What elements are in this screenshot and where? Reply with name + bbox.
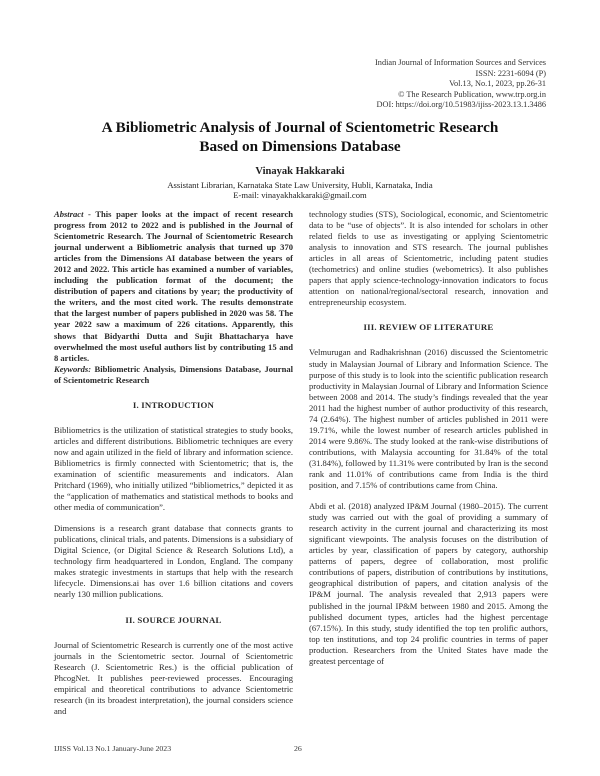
- right-column: [309, 209, 548, 667]
- journal-name: Indian Journal of Information Sources and Services: [375, 58, 546, 67]
- left-column: [54, 209, 293, 717]
- author-email: E-mail: vinayakhakkaraki@gmail.com: [233, 190, 367, 201]
- journal-info: [306, 58, 546, 111]
- abstract-text: - This paper looks at the impact of recent research progress from 2012 to 2022 and is published in the Journal of Scientometric Research. The Journal of Scientometric Research journal underwent a Bibliometric analysis that turned up 370 articles from the Dimensions AI database between the years of 2012 and 2022. This article has examined a number of variables, including the publication format of the document; the distribution of papers and citations by year; the productivity of the writers, and the most cited work. The results demonstrate that the largest number of papers published in 2020 was 58. The year 2022 saw a maximum of 226 citations. Apparently, this shows that Bidyarthi Dutta and Sujit Bhattacharya have overwhelmed the most useful authors list by contributing 15 and 8 articles.: [54, 209, 293, 363]
- keywords-label: Keywords:: [54, 363, 92, 374]
- paper-title-line2: Based on Dimensions Database: [199, 138, 401, 155]
- footer-journal-issue: IJISS Vol.13 No.1 January-June 2023: [54, 744, 172, 753]
- intro-paragraph-2: Dimensions is a research grant database that connects grants to publications, clinical trials, and patents. Dimensions is a subsidiary of Digital Science, (or Digital Science & Research Solutions Ltd), a technology firm headquartered in London, England. The company makes strategic investments in startups that help with the research lifecycle. Dimensions.ai has over 1.6 billion citations and covers nearly 130 million publications.: [54, 523, 293, 600]
- review-paragraph-2-text: (2018) analyzed IP&M Journal (1980–2015). The current study was carried out with the goal of providing a summary of research activity in the current journal and characterizing its most significant viewpoints. The analysis focuses on the distribution of articles by year, classification of papers by category, authorship patterns of papers, degree of collaboration, most prolific contributions of papers, distribution of contributions by institutions, geographical distribution of papers, and citation analysis of the IP&M journal. The analysis revealed that 2,913 papers were published in the journal IP&M between 1980 and 2015. Among the published document types, articles had the highest percentage (67.15%). In this study, study identified the top ten prolific authors, top ten institutions, and top 24 prolific countries in terms of paper production. Researchers from the United States have made the greatest percentage of: [309, 501, 548, 666]
- source-journal-paragraph: Journal of Scientometric Research is currently one of the most active journals in the Scientometric sector. Journal of Scientometric Research (J. Scientometric Res.) is the official publication of PhcogNet. It publishes peer-reviewed processes. Encouraging empirical and theoretical contributions to advance Scientometric research (in its broadest interpretation), the journal considers science and: [54, 639, 293, 716]
- section-heading-introduction: I. INTRODUCTION: [132, 399, 215, 410]
- keywords: [54, 364, 293, 386]
- affiliation-text: Assistant Librarian, Karnataka State Law University, Hubli, Karnataka, India: [167, 180, 433, 190]
- abstract: [54, 209, 293, 364]
- review-paragraph-2: [309, 501, 548, 667]
- review-paragraph-1: Velmurugan and Radhakrishnan (2016) discussed the Scientometric study in Malaysian Journal of Library and Information Science. The purpose of this study is to look into the scientific publication research productivity in Malaysian Journal of Library and Information Science between 2008 and 2014. The study’s findings revealed that the year 2011 had the highest number of author productivity of this research, 74 (2.64%). The highest number of articles published in 2011 were 19.71%, while the lowest number of research articles published in 2014 were 9.86%. The study looked at the rank-wise distributions of contributions, with Malaysia accounting for 31.84% of the total (31.84%), followed by 11.31% were contributed by Iran is the second rank and 11.01% of contributions came from India is the third position, and 7.15% of contributions came from China.: [309, 347, 548, 491]
- intro-paragraph-1: Bibliometrics is the utilization of statistical strategies to study books, articles and different distributions. Bibliometric techniques are every now and again utilized in the field of library and information science. Bibliometrics is firmly connected with Scientometric; that is, the examination of scientific measurements and indicators. Alan Pritchard (1969), who initially utilized “bibliometrics,” depicted it as the “application of mathematics and statistical methods to books and other media of communication”.: [54, 424, 293, 513]
- journal-doi: DOI: https://doi.org/10.51983/ijiss-2023.13.1.3486: [376, 100, 546, 110]
- section-heading-review: III. REVIEW OF LITERATURE: [363, 322, 494, 333]
- keywords-text: Bibliometric Analysis, Dimensions Database, Journal of Scientometric Research: [54, 363, 293, 385]
- paper-title: [40, 118, 560, 156]
- abstract-label: Abstract: [54, 209, 84, 219]
- author-affiliation: [40, 180, 560, 201]
- review-citation-author: Abdi et al.: [309, 501, 346, 512]
- paper-title-line1: A Bibliometric Analysis of Journal of Scientometric Research: [101, 119, 499, 136]
- source-journal-continued: technology studies (STS), Sociological, economic, and Scientometric data to be “use of objects”. It is also intended for scholars in other related fields to use as investigating or applying Scientometric analysis to innovation and STS research. The journal publishes articles in all areas of Scientometric, including patent studies (techometrics) and online studies (webometrics). It also publishes papers that apply science-technology-innovation indicators to focus attention on national/regional/sectoral research, innovation and entrepreneurship ecosystem.: [309, 209, 548, 308]
- journal-volume: Vol.13, No.1, 2023, pp.26-31: [449, 79, 546, 89]
- footer-page-number: 26: [294, 744, 302, 753]
- section-heading-source-journal: II. SOURCE JOURNAL: [125, 614, 222, 625]
- journal-issn: ISSN: 2231-6094 (P): [475, 68, 546, 78]
- author-name: Vinayak Hakkaraki: [255, 166, 345, 177]
- journal-publisher: © The Research Publication, www.trp.org.in: [398, 89, 546, 99]
